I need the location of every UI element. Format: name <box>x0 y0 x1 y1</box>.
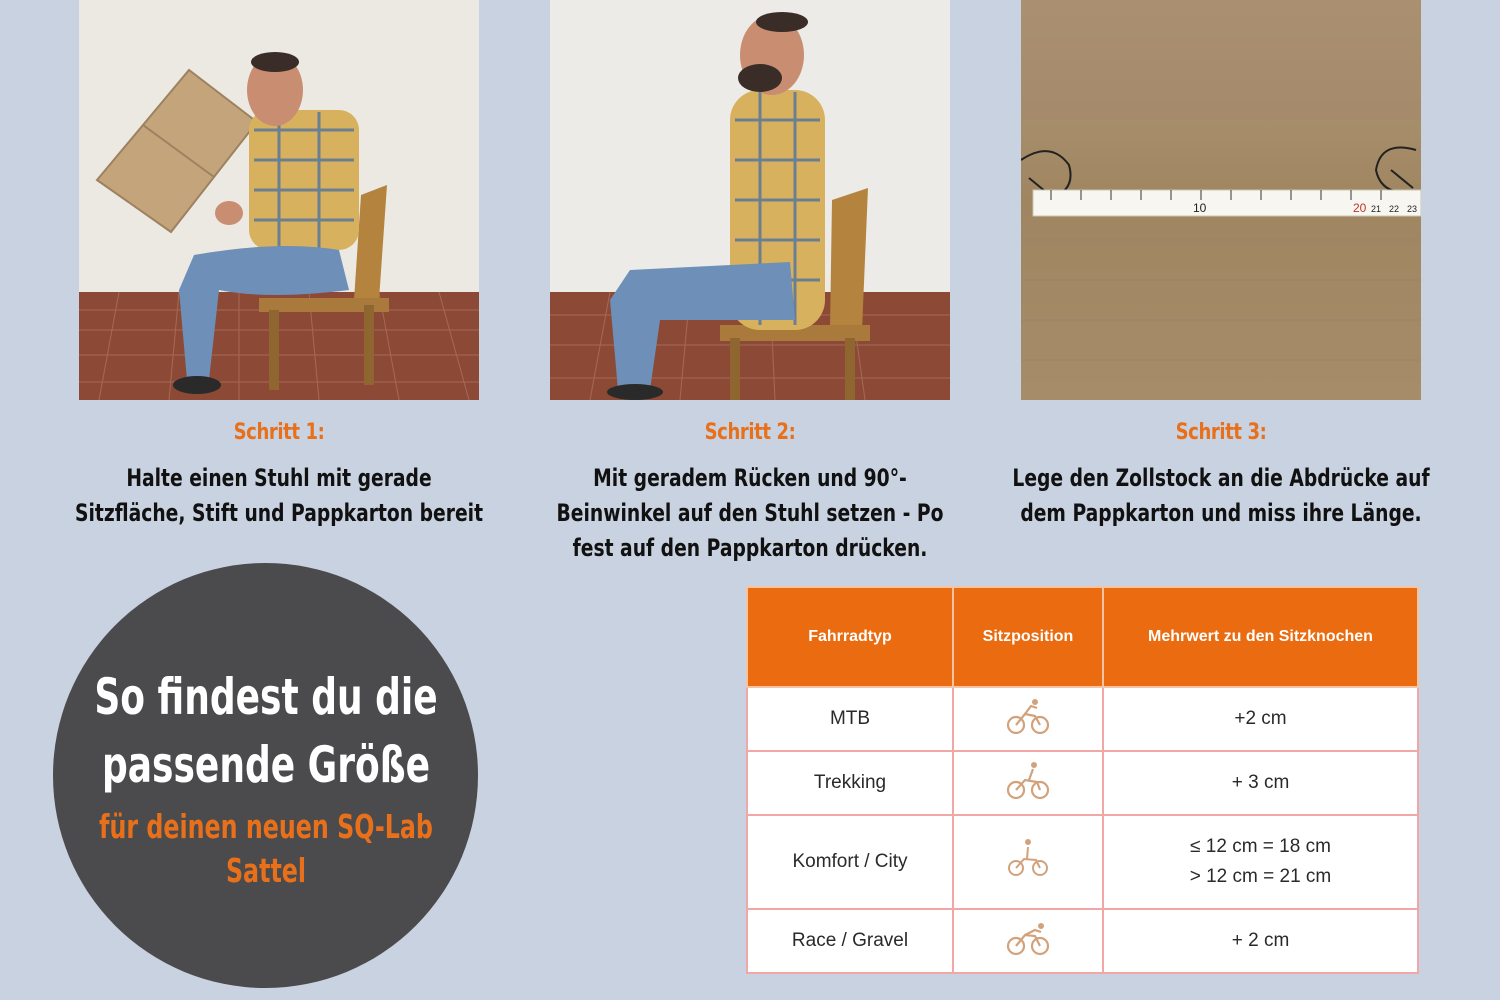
ruler-mark-21: 21 <box>1371 204 1382 214</box>
row-added-value-line1: ≤ 12 cm = 18 cm <box>1190 836 1331 857</box>
row-added-value: + 3 cm <box>1103 751 1418 815</box>
bike-city-icon <box>1005 837 1051 877</box>
step-2 <box>540 0 960 566</box>
row-bike-type: MTB <box>747 687 953 751</box>
row-bike-type: Trekking <box>747 751 953 815</box>
table-row <box>747 909 1418 973</box>
row-bike-type: Komfort / City <box>747 815 953 909</box>
headline-title: So findest du die passende Größe <box>94 668 438 794</box>
table-row <box>747 815 1418 909</box>
bike-race-icon <box>1005 918 1051 958</box>
table-row <box>747 751 1418 815</box>
row-seat-position <box>953 687 1103 751</box>
row-seat-position <box>953 909 1103 973</box>
step-2-title: Schritt 2: <box>704 420 796 445</box>
table-header-row <box>747 587 1418 687</box>
bike-trekking-icon <box>1005 760 1051 800</box>
headline-subtitle: für deinen neuen SQ-Lab Sattel <box>99 807 433 890</box>
header-seat-position: Sitzposition <box>953 587 1103 687</box>
size-table <box>746 586 1419 974</box>
row-bike-type: Race / Gravel <box>747 909 953 973</box>
ruler-mark-23: 23 <box>1407 204 1418 214</box>
ruler-mark-10: 10 <box>1193 201 1207 215</box>
row-seat-position <box>953 815 1103 909</box>
row-added-value: + 2 cm <box>1103 909 1418 973</box>
bike-mtb-icon <box>1005 696 1051 736</box>
step-3-title: Schritt 3: <box>1175 420 1267 445</box>
ruler-mark-22: 22 <box>1389 204 1400 214</box>
table-row <box>747 687 1418 751</box>
ruler-mark-20: 20 <box>1353 201 1367 215</box>
row-added-value-line2: > 12 cm = 21 cm <box>1189 866 1332 887</box>
step-1 <box>69 0 489 531</box>
row-added-value <box>1103 815 1418 909</box>
row-seat-position <box>953 751 1103 815</box>
row-added-value: +2 cm <box>1103 687 1418 751</box>
step-2-text: Mit geradem Rücken und 90°-Beinwinkel auf den Stuhl setzen - Po fest auf den Pappkarton drücken. <box>556 464 944 562</box>
step-3 <box>1011 0 1431 531</box>
headline-circle <box>53 563 478 988</box>
step-1-text: Halte einen Stuhl mit gerade Sitzfläche, Stift und Pappkarton bereit <box>74 464 484 527</box>
step-3-text: Lege den Zollstock an die Abdrücke auf dem Pappkarton und miss ihre Länge. <box>1012 464 1430 527</box>
step-1-title: Schritt 1: <box>233 420 325 445</box>
header-bike-type: Fahrradtyp <box>747 587 953 687</box>
header-added-value: Mehrwert zu den Sitzknochen <box>1103 587 1418 687</box>
